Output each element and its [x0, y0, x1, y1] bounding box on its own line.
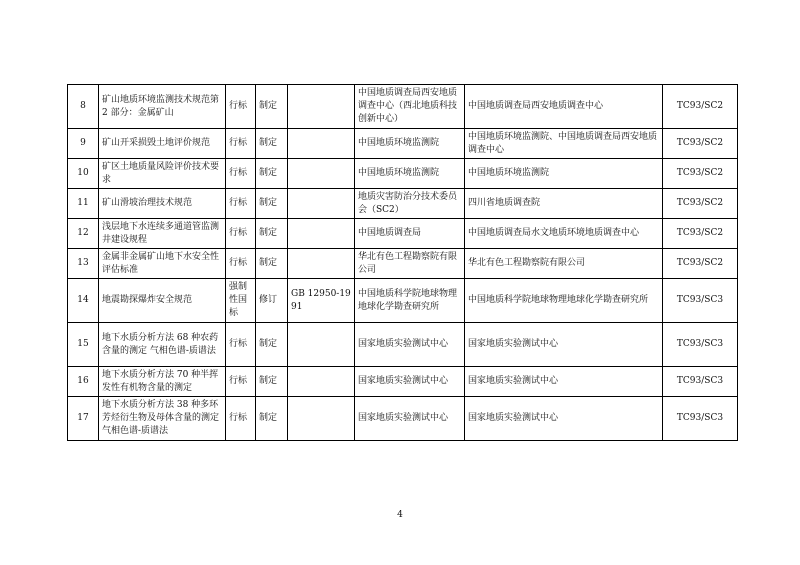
responsible-unit: 中国地质科学院地球物理地球化学勘查研究所	[355, 279, 465, 323]
revision-mode: 制定	[256, 323, 288, 367]
revision-mode: 制定	[256, 367, 288, 397]
table-row	[68, 85, 738, 129]
replaced-standard	[288, 159, 355, 189]
table-row	[68, 397, 738, 441]
revision-mode: 制定	[256, 189, 288, 219]
standard-type: 行标	[226, 249, 256, 279]
revision-mode: 制定	[256, 85, 288, 129]
committee-code: TC93/SC2	[663, 249, 738, 279]
table-row	[68, 367, 738, 397]
row-number: 9	[68, 129, 99, 159]
standard-name: 地震勘探爆炸安全规范	[99, 279, 226, 323]
standard-name: 地下水质分析方法 68 种农药含量的测定 气相色谱-质谱法	[99, 323, 226, 367]
revision-mode: 制定	[256, 397, 288, 441]
standard-type: 行标	[226, 219, 256, 249]
revision-mode: 制定	[256, 249, 288, 279]
replaced-standard: GB 12950-1991	[288, 279, 355, 323]
standard-type: 行标	[226, 323, 256, 367]
table-row	[68, 129, 738, 159]
drafting-unit: 中国地质调查局西安地质调查中心	[465, 85, 663, 129]
standard-type: 强制性国标	[226, 279, 256, 323]
drafting-unit: 国家地质实验测试中心	[465, 397, 663, 441]
standard-name: 金属非金属矿山地下水安全性评估标准	[99, 249, 226, 279]
drafting-unit: 中国地质调查局水文地质环境地质调查中心	[465, 219, 663, 249]
drafting-unit: 国家地质实验测试中心	[465, 323, 663, 367]
drafting-unit: 四川省地质调查院	[465, 189, 663, 219]
revision-mode: 修订	[256, 279, 288, 323]
table-row	[68, 279, 738, 323]
drafting-unit: 中国地质科学院地球物理地球化学勘查研究所	[465, 279, 663, 323]
table-body	[68, 85, 738, 441]
responsible-unit: 中国地质环境监测院	[355, 129, 465, 159]
replaced-standard	[288, 249, 355, 279]
standard-name: 矿山地质环境监测技术规范第 2 部分：金属矿山	[99, 85, 226, 129]
committee-code: TC93/SC3	[663, 397, 738, 441]
standard-type: 行标	[226, 189, 256, 219]
revision-mode: 制定	[256, 219, 288, 249]
drafting-unit: 国家地质实验测试中心	[465, 367, 663, 397]
table-row	[68, 189, 738, 219]
table-row	[68, 159, 738, 189]
standard-name: 地下水质分析方法 38 种多环芳烃衍生物及母体含量的测定 气相色谱-质谱法	[99, 397, 226, 441]
standard-type: 行标	[226, 367, 256, 397]
committee-code: TC93/SC3	[663, 279, 738, 323]
drafting-unit: 华北有色工程勘察院有限公司	[465, 249, 663, 279]
revision-mode: 制定	[256, 159, 288, 189]
row-number: 8	[68, 85, 99, 129]
replaced-standard	[288, 129, 355, 159]
standard-name: 浅层地下水连续多通道管监测井建设规程	[99, 219, 226, 249]
row-number: 13	[68, 249, 99, 279]
row-number: 12	[68, 219, 99, 249]
drafting-unit: 中国地质环境监测院	[465, 159, 663, 189]
page-number: 4	[397, 510, 403, 520]
committee-code: TC93/SC2	[663, 189, 738, 219]
standards-table	[67, 84, 738, 441]
replaced-standard	[288, 323, 355, 367]
committee-code: TC93/SC3	[663, 367, 738, 397]
replaced-standard	[288, 397, 355, 441]
standard-type: 行标	[226, 159, 256, 189]
responsible-unit: 国家地质实验测试中心	[355, 367, 465, 397]
row-number: 10	[68, 159, 99, 189]
row-number: 14	[68, 279, 99, 323]
standard-name: 地下水质分析方法 70 种半挥发性有机物含量的测定	[99, 367, 226, 397]
row-number: 11	[68, 189, 99, 219]
row-number: 16	[68, 367, 99, 397]
standard-name: 矿山开采损毁土地评价规范	[99, 129, 226, 159]
responsible-unit: 国家地质实验测试中心	[355, 397, 465, 441]
committee-code: TC93/SC2	[663, 159, 738, 189]
committee-code: TC93/SC3	[663, 323, 738, 367]
replaced-standard	[288, 189, 355, 219]
committee-code: TC93/SC2	[663, 85, 738, 129]
replaced-standard	[288, 219, 355, 249]
table-row	[68, 323, 738, 367]
table-row	[68, 249, 738, 279]
committee-code: TC93/SC2	[663, 219, 738, 249]
responsible-unit: 地质灾害防治分技术委员会（SC2）	[355, 189, 465, 219]
row-number: 15	[68, 323, 99, 367]
revision-mode: 制定	[256, 129, 288, 159]
standard-name: 矿区土地质量风险评价技术要求	[99, 159, 226, 189]
responsible-unit: 华北有色工程勘察院有限公司	[355, 249, 465, 279]
responsible-unit: 国家地质实验测试中心	[355, 323, 465, 367]
standard-type: 行标	[226, 129, 256, 159]
replaced-standard	[288, 85, 355, 129]
responsible-unit: 中国地质环境监测院	[355, 159, 465, 189]
responsible-unit: 中国地质调查局	[355, 219, 465, 249]
standard-name: 矿山滑坡治理技术规范	[99, 189, 226, 219]
replaced-standard	[288, 367, 355, 397]
row-number: 17	[68, 397, 99, 441]
committee-code: TC93/SC2	[663, 129, 738, 159]
standard-type: 行标	[226, 85, 256, 129]
responsible-unit: 中国地质调查局西安地质调查中心（西北地质科技创新中心）	[355, 85, 465, 129]
standard-type: 行标	[226, 397, 256, 441]
table-row	[68, 219, 738, 249]
drafting-unit: 中国地质环境监测院、中国地质调查局西安地质调查中心	[465, 129, 663, 159]
